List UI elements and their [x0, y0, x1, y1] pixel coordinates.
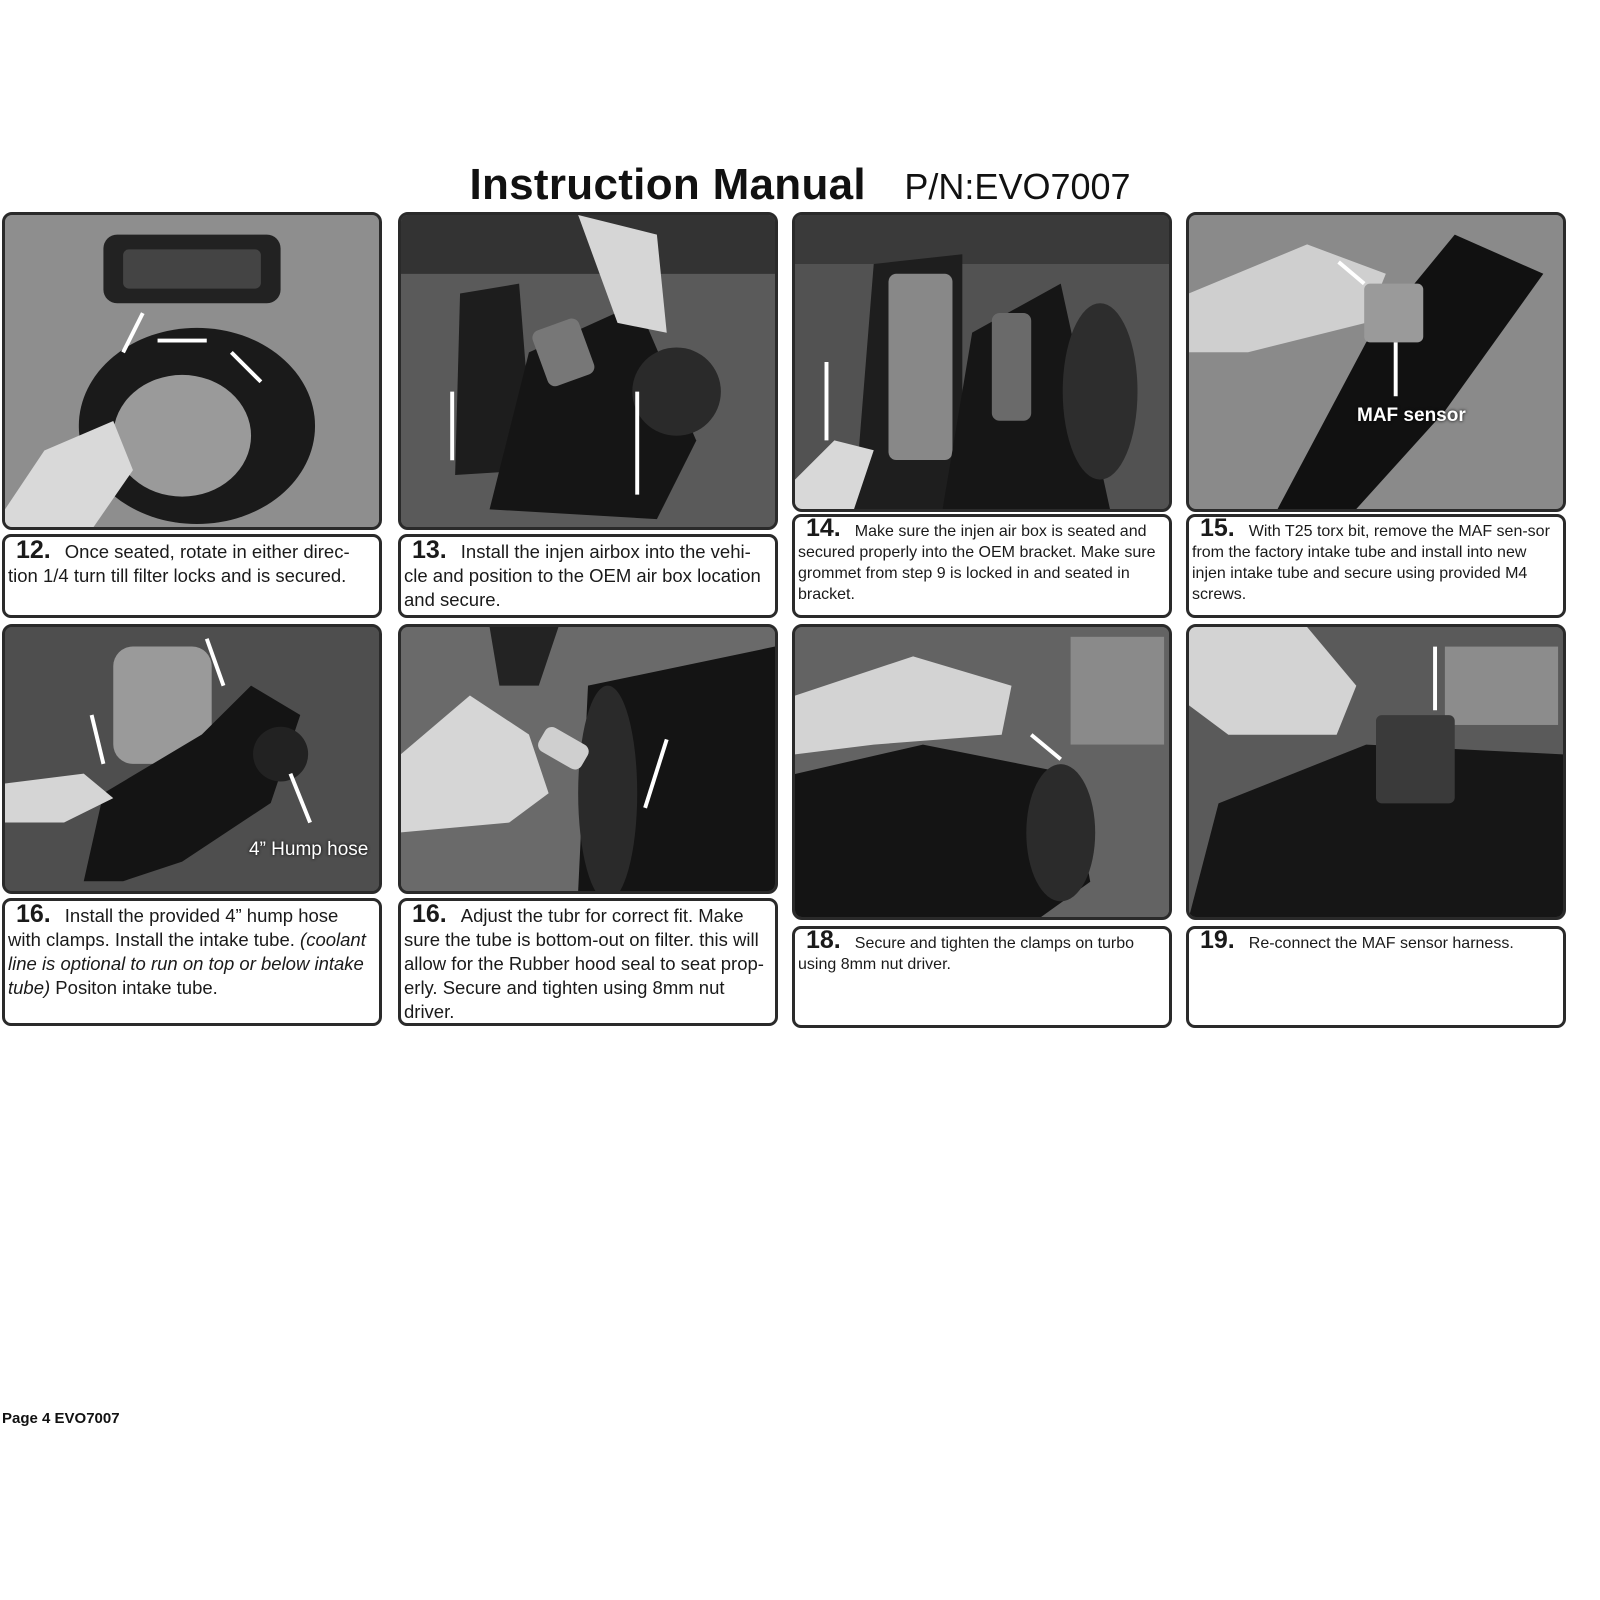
caption-step-16a	[2, 898, 382, 1026]
part-number: P/N:EVO7007	[904, 166, 1131, 207]
photo-step-19	[1186, 624, 1566, 920]
step-number: 16.	[412, 900, 447, 928]
step-text: Make sure the injen air box is seated and secured properly into the OEM bracket. Make sure grommet from step 9 is locked in and seated in bracket.	[798, 523, 1156, 603]
photo-step-13	[398, 212, 778, 530]
caption-step-13	[398, 534, 778, 618]
step-number: 18.	[806, 926, 841, 954]
step-number: 13.	[412, 536, 447, 564]
photo-step-14	[792, 212, 1172, 512]
photo-step-15	[1186, 212, 1566, 512]
caption-step-14	[792, 514, 1172, 618]
step-text: Install the provided 4” hump hose with clamps. Install the intake tube.	[8, 905, 339, 950]
caption-step-16b	[398, 898, 778, 1026]
step-number: 16.	[16, 900, 51, 928]
step-number: 15.	[1200, 514, 1235, 542]
maf-sensor-label: MAF sensor	[1357, 405, 1466, 426]
caption-step-12	[2, 534, 382, 618]
photo-step-12	[2, 212, 382, 530]
step-number: 12.	[16, 536, 51, 564]
hump-hose-label: 4” Hump hose	[249, 839, 369, 860]
photo-step-16a	[2, 624, 382, 894]
photo-step-18	[792, 624, 1172, 920]
step-text: Install the injen airbox into the vehi-cle and position to the OEM air box location and secure.	[404, 541, 761, 610]
step-number: 14.	[806, 514, 841, 542]
caption-step-18	[792, 926, 1172, 1028]
step-text: Re-connect the MAF sensor harness.	[1248, 935, 1514, 952]
step-text: Secure and tighten the clamps on turbo using 8mm nut driver.	[798, 935, 1135, 973]
page-header	[0, 160, 1600, 210]
step-text: Once seated, rotate in either direc-tion 1/4 turn till filter locks and is secured.	[8, 541, 350, 586]
caption-step-19	[1186, 926, 1566, 1028]
step-text-after: Positon intake tube.	[50, 977, 218, 998]
step-note: (coolant line is optional to run on top or below intake tube)	[8, 929, 366, 998]
step-text: With T25 torx bit, remove the MAF sen-sor from the factory intake tube and install into new injen intake tube and secure using provided M4 screws.	[1192, 523, 1550, 603]
caption-step-15	[1186, 514, 1566, 618]
page-footer: Page 4 EVO7007	[2, 1410, 120, 1427]
page-title: Instruction Manual	[469, 160, 866, 209]
photo-step-16b	[398, 624, 778, 894]
step-number: 19.	[1200, 926, 1235, 954]
step-text: Adjust the tubr for correct fit. Make sure the tube is bottom-out on filter. this will allow for the Rubber hood seal to seat prop-erly. Secure and tighten using 8mm nut driver.	[404, 905, 764, 1022]
